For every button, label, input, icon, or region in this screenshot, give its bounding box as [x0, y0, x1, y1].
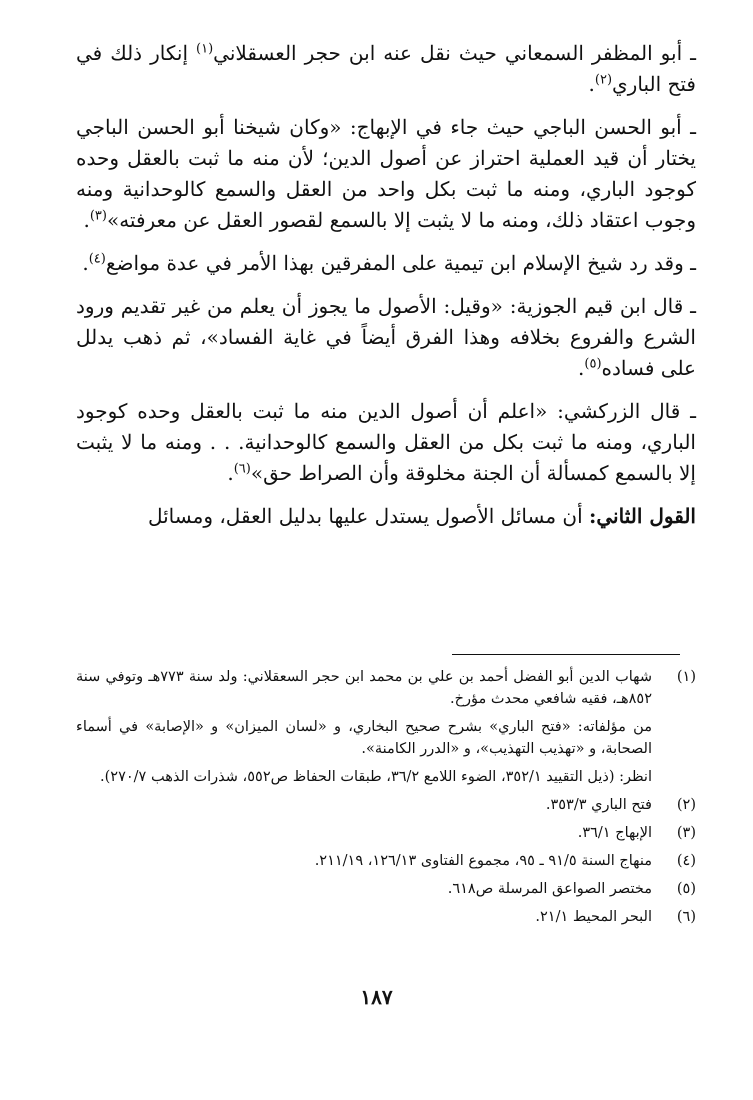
paragraph-text: . — [83, 208, 90, 232]
footnote-number: (٦) — [676, 909, 696, 925]
footnote-text: شهاب الدين أبو الفضل أحمد بن علي بن محمد ابن حجر السعقلاني: ولد سنة ٧٧٣هـ وتوفي سنة ٨٥٢هـ، فقيه شافعي محدث مؤرخ. — [76, 669, 652, 707]
page-number: ١٨٧ — [360, 985, 393, 1009]
paragraph-text: ـ أبو الحسن الباجي حيث جاء في الإبهاج: «وكان شيخنا أبو الحسن الباجي يختار أن قيد العملية احتراز عن أصول الدين؛ لأن منه ما ثبت بالعقل وحده كوجود الباري، ومنه ما ثبت بكل واحد من العقل والسمع كالوحدانية ومنه وجوب اعتقاد ذلك، ومنه ما لا يثبت إلا بالسمع لقصور العقل عن معرفته» — [76, 115, 696, 232]
paragraph-heading: القول الثاني: — [589, 504, 696, 528]
footnote-number: (١) — [676, 669, 696, 685]
paragraph-ibn-qayyim — [76, 291, 696, 384]
footnote-separator — [452, 654, 680, 655]
footnote-ref: (٤) — [88, 251, 106, 267]
footnote-number: (٢) — [676, 797, 696, 813]
footnote-text: مختصر الصواعق المرسلة ص٦١٨. — [447, 881, 652, 897]
footnote-4 — [76, 850, 696, 872]
paragraph-second-opinion — [76, 501, 696, 532]
footnote-text: البحر المحيط ٢١/١. — [535, 909, 652, 925]
footnote-number: (٥) — [676, 881, 696, 897]
paragraph-text: . — [578, 356, 585, 380]
paragraph-ibn-taymiyya — [76, 248, 696, 279]
main-text — [76, 38, 696, 544]
footnote-5 — [76, 878, 696, 900]
paragraph-text: ـ وقد رد شيخ الإسلام ابن تيمية على المفرقين بهذا الأمر في عدة مواضع — [105, 251, 696, 275]
footnotes — [76, 666, 696, 934]
footnote-number: (٤) — [676, 853, 696, 869]
footnote-text: الإبهاج ٣٦/١. — [577, 825, 652, 841]
paragraph-text: ـ قال الزركشي: «اعلم أن أصول الدين منه ما ثبت بالعقل وحده كوجود الباري، ومنه ما ثبت بكل من العقل والسمع كالوحدانية. . . ومنه ما لا يثبت إلا بالسمع كمسألة أن الجنة مخلوقة وأن الصراط حق» — [76, 399, 696, 485]
paragraph-text: . — [227, 461, 234, 485]
footnote-3 — [76, 822, 696, 844]
paragraph-baji — [76, 112, 696, 236]
paragraph-text: ـ قال ابن قيم الجوزية: «وقيل: الأصول ما يجوز أن يعلم من غير تقديم ورود الشرع والفروع بخلافه وهذا الفرق أيضاً في غاية الفساد»، ثم ذهب يدلل على فساده — [76, 294, 696, 380]
footnote-1 — [76, 666, 696, 710]
paragraph-text: ـ أبو المظفر السمعاني حيث نقل عنه ابن حجر العسقلاني — [213, 41, 696, 65]
paragraph-sam-ani — [76, 38, 696, 100]
footnote-ref: (٥) — [584, 356, 602, 372]
paragraph-zarkashi — [76, 396, 696, 489]
footnote-6 — [76, 906, 696, 928]
footnote-ref: (٢) — [594, 72, 613, 88]
paragraph-text: إنكار ذلك في فتح الباري — [76, 41, 696, 96]
paragraph-text: أن مسائل الأصول يستدل عليها بدليل العقل، ومسائل — [147, 504, 589, 528]
paragraph-text: . — [82, 251, 89, 275]
footnote-ref: (٦) — [233, 461, 251, 477]
footnote-number: (٣) — [676, 825, 696, 841]
paragraph-text: . — [588, 72, 595, 96]
footnote-text: منهاج السنة ٩١/٥ ـ ٩٥، مجموع الفتاوى ١٢٦/١٣، ٢١١/١٩. — [314, 853, 652, 869]
footnote-1-works: من مؤلفاته: «فتح الباري» بشرح صحيح البخاري، و «لسان الميزان» و «الإصابة» في أسماء الصحابة، و «تهذيب التهذيب»، و «الدرر الكامنة». — [76, 719, 652, 757]
footnote-2 — [76, 794, 696, 816]
footnote-1-sources: انظر: (ذيل التقييد ٣٥٢/١، الضوء اللامع ٣٦/٢، طبقات الحفاظ ص٥٥٢، شذرات الذهب ٢٧٠/٧). — [100, 769, 652, 785]
footnote-ref: (١) — [196, 41, 214, 57]
footnote-text: فتح الباري ٣٥٣/٣. — [545, 797, 652, 813]
footnote-ref: (٣) — [89, 208, 107, 224]
